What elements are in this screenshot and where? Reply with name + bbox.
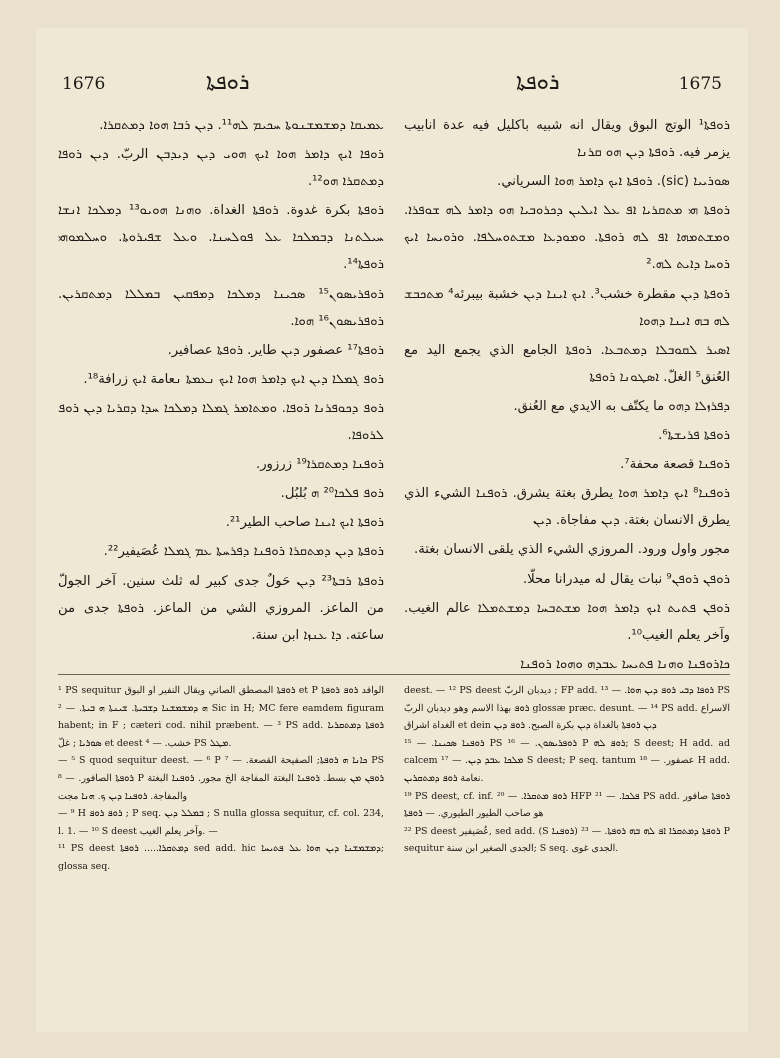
- right-running-head: ܪܘܦܬܐ: [516, 70, 560, 95]
- entry: ܟܐܪܘܦܢܐ ܘܗܢܐ ܦܬܝܚܐ ܥܒܕܗ ܘܗܘܐ ܪܘܦܢܐ: [520, 656, 730, 672]
- entry: ܪܘܦܬܐ¹⁷ عصفور ܕܝܢ طاير. ܪܘܦܬܐ عصافير.: [167, 342, 384, 358]
- footnotes-left: [58, 682, 384, 876]
- right-column: [404, 112, 730, 680]
- entry: ܕܦܪܙܠܐ ܕܗܘ ما يكتّف به الايدي مع العُنق.: [513, 398, 730, 414]
- footnote: deest. — ¹² PS deest ديدبان الربّ ; FP add. ܪܘܦܐ ܕܒܝ ܪܘܦ ܕܝܢ ܗܘܐ. — ¹³ PS ܪܘܦ بهذا الاسم وهو ديدبان الربّ glossæ præc. desunt. — ¹⁴ PS add. الاسراع الغداة اشراق et dein ܕܝܢ ܪܘܦܬܐ بالغداة ܕܝܢ بكرة الصبح. ܪܘܦ ܕܝܢ: [404, 685, 730, 732]
- book-page: [36, 28, 748, 1032]
- entry: ܪܘܦܪܝܣܘܢ¹⁵ ܣܟܝܢܐ ܕܡܠܟܐ ܕܡܦܩܝܢ ܒܡܠܠܐ ܕܡܬܩܪܝܢ. ܪܘܦܪܝܣܘܢ¹⁶ ܗܘܐ.: [58, 286, 384, 329]
- footnote: — ⁹ H ܪܘܦ ܪܘܦ ; P seq. ܒܡܠܠ ܕܝܢ ; S nulla glossa sequitur, cf. col. 234, l. 1. — ¹⁰ S deest وآخر يعلم الغيب. —: [58, 808, 385, 837]
- footnote: ¹¹ PS deest ܕܡܬܩܪܐ..... ܪܘܦܬܐ sed add. hic ܕܡܫܡܫܢܐ ܕܝܢ ܗܘܐ ܥܠ ܦܬܝܚܐ; glossa seq.: [58, 843, 385, 872]
- page-header: [56, 70, 728, 100]
- entry: ܪܘܦܬܐ بكرة غدوة. ܪܘܦܬܐ الغداة. ܘܗܢܐ ܗܘܝܘ¹³ ܕܡܠܟܐ ܐܢܫܐ ܚܝܠܬܢܐ ܕܒܡܠܟܐ ܥܠ ܦܘܠܚܢܐ. ܘܥܠ ܫܦܝܪܘܬܐ. ܘܚܠܡܘܗܝ ܪܘܦܬܐ¹⁴.: [58, 203, 385, 273]
- entry: ܪܘܦܐ ܐܝܟ ܕܐܡܪ ܗܘܐ ܐܝܟ ܗܘܝ ܕܝܢ ܕܝܕܒܢ الربّ. ܕܝܢ ܪܘܦܐ ܕܡܬܩܪܐ ܗܘ¹².: [58, 147, 384, 190]
- entry: ܪܘܦܢܐ ܕܡܬܩܪܐ¹⁹ زرزور.: [256, 457, 384, 473]
- entry: ܪܘܦ ܦܠܟܐ²⁰ ܗ بُلبُل.: [280, 486, 384, 502]
- left-page-number: 1676: [62, 74, 106, 94]
- right-page-number: 1675: [678, 74, 722, 94]
- footnote: — ⁵ S quod sequitur deest. — ⁶ P ܟܐܢܐ ܗ ܪܘܦܬܐ; الصفيحة القصعة. — ⁷ PS ܪܘܦܬܐ الصافور. — ⁸ P ܪܘܦܢ ܡܢ بسط. ܪܘܦܢܐ البغتة المفاجة الخ مجور. ܪܘܦܢܐ البغتة والمفاجة. ܪܘܦܢܐ ܕܝܢ ܟ. ܗܢܐ مجت: [58, 755, 385, 802]
- left-column: [58, 112, 384, 651]
- left-running-head: ܪܘܦܬܐ: [206, 70, 250, 95]
- footnotes-right: [404, 682, 730, 858]
- entry: ܪܘܦܢܐ⁸ ܐܝܟ ܕܐܡܪ ܗܘܐ يطرق بغتة يشرق. ܪܘܦܢܐ الشيء الذي يطرق الانسان بغتة. ܕܝܢ مفاجاة. ܕܝܢ: [404, 486, 730, 529]
- footnote: ܪܘܦܢܐ ܣܟܝܢܐ. — ¹⁵ PS ܪܘܦܪܝܣܘܢ. — ¹⁶ P ܪܘܦ ܠܗ; S deest; H add. ad calcem ܡܠܟܐ ܥܒܕ ܕܝܢ. — ¹⁷ S deest; P seq. tantum عصفور. — ¹⁸ H add. نعامة ܪܘܦ ܕܡܬܩܪܝܢ.: [404, 737, 731, 784]
- entry: ܪܘܦܬܐ ܐܝܟ ܐܝܢܐ صاحب الطير²¹.: [225, 515, 384, 531]
- entry: ܐܣܝܪ ܠܩܘܒܠܐ ܕܡܬܒܥܐ. ܪܘܦܬܐ الجامع الذي يجمع اليد مع العُنق⁵ الغلّ. ܐܣܛܘܢܐ ܪܘܦܬܐ: [404, 342, 730, 385]
- footnote-rule: [58, 674, 730, 675]
- entry: ܪܘܦܬܐ ܗܝ ܡܬܩܪܝܐ ܐܦ ܥܠ ܐܝܠܝܢ ܕܟܪܘܒܝܐ ܗܘ ܕܐܡܪ ܠܗ ܫܘܦܪܐ. ܘܡܫܬܡܗܐ ܐܦ ܠܗ ܪܘܦܬܐ. ܘܡܘܕܥܐ ܡܫܬܘܚܠܦܐ. ܘܪܘܝܚܐ ܐܝܟ ܪܘܚܐ ܕܐܝܬ ܠܗ.²: [404, 203, 730, 273]
- entry: مجور واول ورود. المروزي الشيء الذي يلقى الانسان بغتة.: [414, 542, 730, 558]
- entry: ܪܘܦܬܐ ܪܒܬܐ²³ ܕܝܢ حَولٌ جدى كبير له ثلث سنين. آخر الجولّ من الماعز. المروزي الشي من الماعز. ܪܘܦܬܐ جدى من ساعته. ܕܐ ܥܢܙܐ ابن سنة.: [58, 573, 385, 643]
- entry: ܪܘܦܢܐ قصعة محفة⁷.: [620, 457, 730, 473]
- entry: ܪܘܦ ܓܡܠܐ ܕܝܢ ܐܝܟ ܕܐܡܪ ܗܘܐ ܐܝܟ ܢܥܡܬܐ ܢعامة ܐܝܟ زرافة¹⁸.: [83, 371, 384, 387]
- entry: ܪܘܦܬܐ ܦܪܝܫܬܐ⁶.: [658, 428, 730, 444]
- entry: ܪܘܦ ܕܟܘܦܪܢܐ ܪܘܦܐ. ܘܡܬܐܡܪ ܓܡܠܐ ܕܡܠܟܐ ܚܕܐ ܕܩܪܝܐ ܕܝܢ ܪܘܦ ܠܪܘܦܐ.: [58, 400, 384, 444]
- entry: ܣܘܪܝܝܐ (sic). ܪܘܦܬܐ ܐܝܟ ܕܐܡܪ ܗܘܐ السرياني.: [497, 174, 730, 190]
- footnote: ¹⁹ PS deest, cf. inf. ܪܘܦ ܡܬܩܪܐ. — ²⁰ HFP ܦܠܟܐ. — ²¹ PS add. ܪܘܦܬܐ صافور هو صاحب الطيور الطيوري. — ܪܘܦܬܐ: [404, 790, 731, 820]
- footnote: ¹ PS sequitur ܪܘܦܬܐ المصطق الصاني ويقال النفير او البوق et P الوافد ܪܘܦ ܪܘܦܬܐ ܗ ܕܡܫܡܫܢܐ ܕܫܒܝܬܐ. ܫܝܢܬܐ ܗ ܒܝܬܐ. — ² Sic in H; MC fere eamdem figuram habent; in F ; cæteri cod. nihil præbent. — ³ PS add. ܪܘܦܬܐ ܕܡܬܩܪܝܐ ܣܘܪܝܐ ; غلّ et deest خشب. — ⁴ PS ܡܛܠ.: [58, 685, 384, 749]
- entry: ܪܘܦܢ ܦܬܝܬ ܐܝܟ ܕܐܡܪ ܗܘܐ ܡܫܬܒܚܐ ܕܡܫܬܡܠܐ عالم الغيب. وآخر يعلم الغيب¹⁰.: [404, 600, 730, 643]
- entry: ܪܘܦܢ ܪܘܦܢ⁹ نبات يقال له ميدرانا محلّا.: [523, 571, 730, 587]
- entry: ܪܘܦܬܐ ܕܝܢ ܕܡܬܩܪܐ ܪܘܦܢܐ ܕܦܪܚܬܐ ܥܡ ܓܡܠܐ عُصَيفير²².: [103, 544, 384, 560]
- entry: ܪܘܦܬܐ¹ الوتج البوق ويقال انه شبيه باكليل فيه عدة انابيب يزمر فيه. ܪܘܦܬܐ ܕܝܢ ܗܘ ܩܪܢܐ: [404, 118, 730, 161]
- footnote: ²² PS deest عُصَيفير, sed add. (S ܪܘܦܢܐ) ܪܘܦܬܐ ܕܡܬܩܪܐ ܐܦ ܠܗ ܒܗ ܪܘܦܬܐ. — ²³ P sequitur الجدى الصغير ابن سنة; S seq. الجدى غوى.: [404, 825, 730, 855]
- entry: ܪܘܦܬܐ ܕܝܢ مقطرة خشب³. ܐܝܟ ܐܝܢܐ ܕܝܢ خشبة بيبرئه⁴ ܡܬܟܒܫ ܠܗ ܒܗ ܐܝܢܐ ܕܗܘܐ: [404, 286, 730, 329]
- entry: ܥܡܝܩܐ ܕܡܫܡܫܢܘܬܐ ܚܟܝܡ ܠܗ¹¹. ܕܝܢ ܪܒܐ ܗܘܐ ܕܡܬܩܪܐ.: [99, 118, 384, 133]
